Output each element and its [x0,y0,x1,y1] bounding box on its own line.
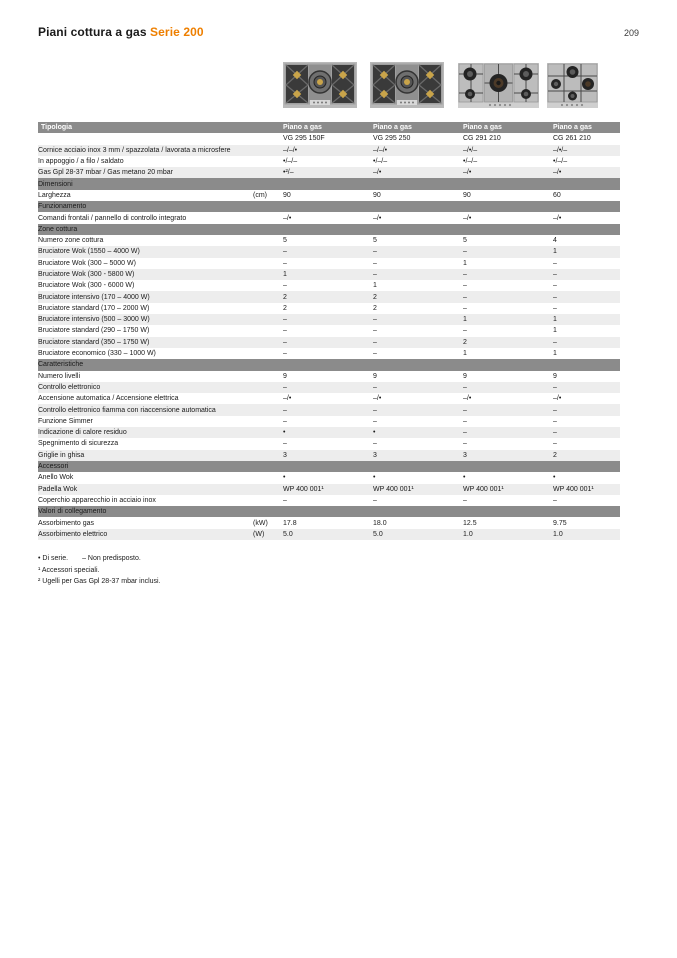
row-value-2: 18.0 [373,519,387,527]
header-col-1: Piano a gas [283,122,373,133]
row-label: Bruciatore standard (290 – 1750 W) [38,327,150,335]
row-value-4: – [553,291,620,302]
spec-row [38,258,620,269]
row-value-2: – [373,246,463,257]
row-value-1: – [283,404,373,415]
row-value-2: 2 [373,291,463,302]
row-unit: (cm) [253,191,267,199]
row-value-3: 9 [463,372,467,380]
row-value-1: 2 [283,304,287,312]
row-label: Comandi frontali / pannello di controllo integrato [38,214,187,222]
row-label: Numero zone cottura [38,237,104,245]
row-value-2: – [373,327,377,335]
footnote-legend [38,553,161,565]
row-value-3: 1 [463,350,467,358]
row-value-1: – [283,382,373,393]
row-unit [253,235,283,246]
row-value-1: 5.0 [283,529,373,540]
row-value-2: 3 [373,450,463,461]
row-value-4: 1 [553,246,620,257]
product-photo-cg-261-210 [547,63,598,108]
row-value-1: – [283,314,373,325]
page-header [38,25,639,39]
row-unit [253,145,283,156]
row-value-4: – [553,427,620,438]
row-value-3: –/• [463,395,472,403]
spec-row [38,167,620,178]
row-value-3: 3 [463,450,553,461]
row-value-4: – [553,269,620,280]
row-value-3: – [463,327,467,335]
row-label: Coperchio apparecchio in acciaio inox [38,496,156,504]
row-label: Bruciatore intensivo (500 – 3000 W) [38,314,253,325]
row-value-3: – [463,304,467,312]
legend-non-predisposto: – Non predisposto. [82,555,141,562]
row-unit [253,484,283,495]
row-unit [253,280,283,291]
spec-row [38,337,620,348]
section-row-funzionamento [38,201,620,212]
row-value-2: – [373,259,377,267]
row-unit [253,495,283,506]
row-value-1: – [283,259,287,267]
row-unit: (kW) [253,519,268,527]
model-row [38,133,620,144]
row-value-2: –/–/• [373,145,463,156]
row-label: Gas Gpl 28-37 mbar / Gas metano 20 mbar [38,167,253,178]
row-value-1: – [283,337,373,348]
spec-row [38,303,620,314]
header-tipologia: Tipologia [38,122,253,133]
row-unit [253,416,283,427]
spec-table [38,122,620,540]
row-value-3: –/•/– [463,145,553,156]
row-value-4: – [553,382,620,393]
row-unit [253,258,283,269]
row-value-1: –/• [283,214,292,222]
row-unit [253,438,283,449]
row-value-3: –/• [463,167,553,178]
row-value-2: 90 [373,191,381,199]
row-value-2: 2 [373,304,377,312]
row-value-1: – [283,327,287,335]
page-title-main: Piani cottura a gas [38,25,147,39]
row-label: In appoggio / a filo / saldato [38,158,124,166]
row-label: Funzione Simmer [38,417,93,425]
row-value-3: – [463,427,553,438]
row-value-1: – [283,282,287,290]
footnote-ugelli: ² Ugelli per Gas Gpl 28-37 mbar inclusi. [38,578,161,585]
spec-row [38,427,620,438]
spec-row [38,325,620,336]
section-title: Caratteristiche [38,359,620,370]
row-value-3: – [463,282,467,290]
spec-row [38,314,620,325]
row-value-3: 2 [463,337,553,348]
row-value-3: 90 [463,191,471,199]
spec-row [38,280,620,291]
row-label: Larghezza [38,191,71,199]
row-value-4: – [553,282,557,290]
section-title: Dimensioni [38,178,620,189]
header-col-4: Piano a gas [553,122,620,133]
row-value-2: – [373,382,463,393]
row-unit [253,348,283,359]
row-value-4: –/• [553,167,620,178]
model-name-3: CG 291 210 [463,133,553,144]
row-value-2: – [373,269,463,280]
row-value-4: – [553,304,557,312]
row-value-1: – [283,350,287,358]
row-value-4: • [553,474,556,482]
row-label: Controllo elettronico [38,382,253,393]
row-value-4: WP 400 001¹ [553,484,620,495]
spec-row [38,145,620,156]
row-value-1: 9 [283,372,287,380]
header-col-2: Piano a gas [373,122,463,133]
row-label: Assorbimento gas [38,519,95,527]
header-col-3: Piano a gas [463,122,553,133]
row-label: Bruciatore standard (170 – 2000 W) [38,304,150,312]
row-value-4: – [553,417,557,425]
row-value-2: – [373,496,377,504]
row-label: Bruciatore Wok (1550 – 4000 W) [38,246,253,257]
row-label: Bruciatore economico (330 – 1000 W) [38,350,156,358]
product-photo-vg-295-250 [370,62,444,108]
row-value-1: •/–/– [283,158,298,166]
row-value-1: 17.8 [283,519,297,527]
section-row-caratteristiche [38,359,620,370]
spec-row [38,212,620,223]
model-name-1: VG 295 150F [283,133,373,144]
legend-di-serie: • Di serie. [38,555,69,562]
row-value-3: WP 400 001¹ [463,484,553,495]
row-value-2: –/• [373,214,382,222]
row-label: Griglie in ghisa [38,450,253,461]
spec-row [38,495,620,506]
row-label: Numero livelli [38,372,81,380]
footnote-accessori-speciali: ¹ Accessori speciali. [38,566,100,574]
row-value-4: –/• [553,395,562,403]
row-unit [253,212,283,223]
row-value-4: 1.0 [553,529,620,540]
product-photo-cg-291-210 [458,63,539,108]
row-value-1: 5 [283,237,287,245]
spec-row [38,529,620,540]
section-title: Accessori [38,461,620,472]
row-value-1: 2 [283,291,373,302]
page-title-series: Serie 200 [150,25,204,39]
row-value-1: – [283,246,373,257]
row-value-2: • [373,474,376,482]
row-value-3: – [463,291,553,302]
spec-row [38,156,620,167]
page-number: 209 [623,28,639,38]
row-label: Anello Wok [38,474,74,482]
row-value-2: –/• [373,395,382,403]
row-value-3: • [463,474,466,482]
section-row-zone-cottura [38,224,620,235]
row-unit [253,337,283,348]
row-label: Assorbimento elettrico [38,529,253,540]
row-value-1: 1 [283,269,373,280]
row-unit [253,472,283,483]
row-label: Padella Wok [38,484,253,495]
row-unit [253,156,283,167]
row-value-1: – [283,496,287,504]
row-value-2: – [373,314,463,325]
row-unit [253,303,283,314]
row-value-2: •/–/– [373,158,388,166]
row-unit [253,404,283,415]
section-title: Zone cottura [38,224,620,235]
row-value-2: WP 400 001¹ [373,484,463,495]
row-value-4: 1 [553,327,557,335]
spec-row [38,472,620,483]
row-value-1: WP 400 001¹ [283,484,373,495]
row-value-3: 1 [463,314,553,325]
spec-row [38,348,620,359]
section-title: Valori di collegamento [38,506,620,517]
row-unit [253,371,283,382]
row-value-3: – [463,440,467,448]
product-photo-vg-295-150f [283,62,357,108]
row-unit [253,291,283,302]
row-value-2: – [373,404,463,415]
row-unit [253,393,283,404]
row-value-2: – [373,337,463,348]
row-value-2: 1 [373,282,377,290]
row-value-4: •/–/– [553,158,568,166]
row-value-3: – [463,382,553,393]
row-value-1: • [283,474,286,482]
row-value-4: – [553,440,557,448]
row-value-4: – [553,337,620,348]
row-value-1: 90 [283,191,291,199]
row-value-4: – [553,259,557,267]
row-value-1: –/• [283,395,292,403]
row-value-1: •²/– [283,167,373,178]
row-label: Cornice acciaio inox 3 mm / spazzolata / lavorata a microsfere [38,145,253,156]
row-label: Accensione automatica / Accensione elettrica [38,395,179,403]
row-value-1: • [283,427,373,438]
row-value-4: – [553,404,620,415]
row-label: Bruciatore Wok (300 - 5800 W) [38,269,253,280]
row-value-3: •/–/– [463,158,478,166]
row-label: Controllo elettronico fiamma con riaccensione automatica [38,404,253,415]
model-name-4: CG 261 210 [553,133,620,144]
row-value-1: – [283,417,287,425]
row-label: Bruciatore standard (350 – 1750 W) [38,337,253,348]
row-value-2: 5 [373,237,377,245]
page-title [38,25,204,39]
section-row-accessori [38,461,620,472]
spec-row [38,371,620,382]
spec-row [38,269,620,280]
row-value-3: – [463,269,553,280]
header-unit-spacer [253,122,283,133]
row-value-1: 3 [283,450,373,461]
row-value-4: 1 [553,350,557,358]
row-value-3: 5 [463,237,467,245]
row-value-3: – [463,417,467,425]
spec-row [38,291,620,302]
spec-row [38,450,620,461]
spec-row [38,484,620,495]
row-value-1: –/–/• [283,145,373,156]
spec-row [38,382,620,393]
row-value-4: 9.75 [553,519,567,527]
row-value-2: • [373,427,463,438]
row-unit [253,325,283,336]
row-value-2: – [373,417,377,425]
row-value-3: 1 [463,259,467,267]
row-value-3: 12.5 [463,519,477,527]
footnotes [38,553,161,588]
row-value-3: – [463,404,553,415]
model-name-2: VG 295 250 [373,133,463,144]
row-value-2: – [373,440,377,448]
spec-row [38,235,620,246]
spec-row [38,404,620,415]
section-title: Funzionamento [38,201,620,212]
row-unit [253,382,283,393]
row-value-3: – [463,246,553,257]
row-value-3: 1.0 [463,529,553,540]
row-label: Bruciatore intensivo (170 – 4000 W) [38,291,253,302]
row-value-4: 9 [553,372,557,380]
row-value-4: 60 [553,191,561,199]
table-header-row [38,122,620,133]
row-value-2: 5.0 [373,529,463,540]
row-value-2: 9 [373,372,377,380]
row-label: Bruciatore Wok (300 - 6000 W) [38,282,135,290]
row-value-4: –/• [553,214,562,222]
section-row-dimensioni [38,178,620,189]
row-label: Spegnimento di sicurezza [38,440,119,448]
row-value-3: – [463,496,467,504]
row-value-1: – [283,440,287,448]
spec-row [38,517,620,528]
row-value-4: 2 [553,450,620,461]
row-value-4: – [553,496,557,504]
row-unit [253,450,283,461]
row-unit [253,269,283,280]
row-unit [253,167,283,178]
row-value-4: –/•/– [553,145,620,156]
row-unit [253,246,283,257]
row-value-2: – [373,350,377,358]
row-unit [253,314,283,325]
spec-row [38,416,620,427]
spec-row [38,438,620,449]
row-unit [253,427,283,438]
row-label: Bruciatore Wok (300 – 5000 W) [38,259,136,267]
spec-row [38,246,620,257]
row-value-4: 4 [553,237,557,245]
spec-row [38,190,620,201]
row-unit: (W) [253,529,283,540]
row-value-3: –/• [463,214,472,222]
row-value-4: 1 [553,314,620,325]
section-row-valori-di-collegamento [38,506,620,517]
row-label: Indicazione di calore residuo [38,427,253,438]
spec-row [38,393,620,404]
row-value-2: –/• [373,167,463,178]
